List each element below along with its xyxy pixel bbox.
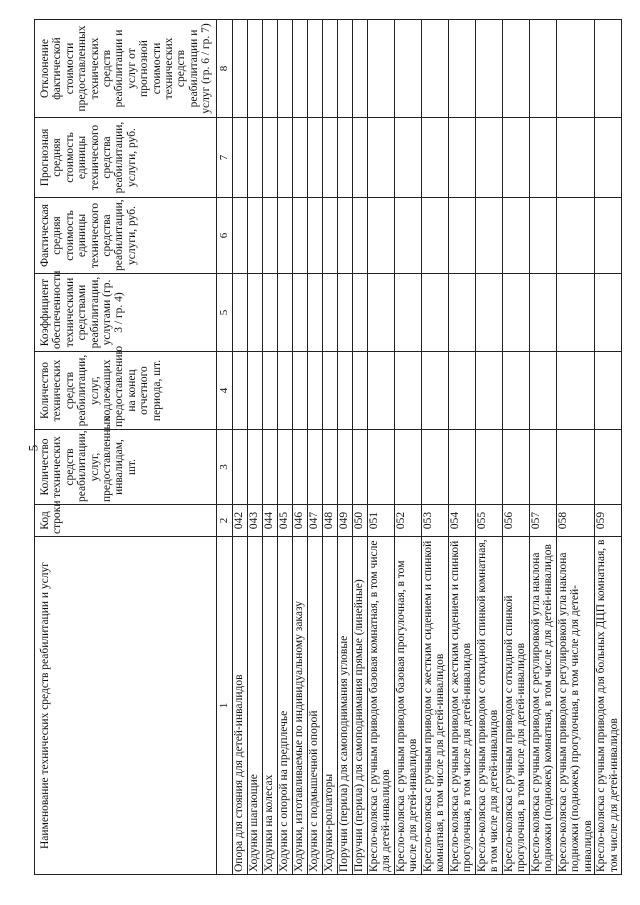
header-coefficient: Коэффициент обеспеченности техническими средствами реабилитации, услугами (гр. 3 / гр. 4) — [35, 274, 217, 352]
value-cell[interactable] — [422, 352, 449, 430]
value-cell[interactable] — [557, 118, 595, 198]
row-code: 053 — [422, 505, 449, 537]
value-cell[interactable] — [503, 118, 530, 198]
value-cell[interactable] — [353, 118, 368, 198]
column-number: 1 — [217, 537, 233, 875]
value-cell[interactable] — [263, 20, 278, 118]
tsr-table — [34, 19, 622, 875]
value-cell[interactable] — [263, 274, 278, 352]
column-number: 5 — [217, 274, 233, 352]
value-cell[interactable] — [503, 352, 530, 430]
value-cell[interactable] — [368, 198, 395, 274]
value-cell[interactable] — [476, 352, 503, 430]
value-cell[interactable] — [293, 198, 308, 274]
value-cell[interactable] — [395, 20, 422, 118]
header-provided: Количество технических средств реабилитации, услуг, предоставленных инвалидам, шт. — [35, 430, 217, 505]
table-row — [595, 20, 622, 875]
row-name: Ходунки-роллаторы — [323, 537, 338, 875]
value-cell[interactable] — [308, 20, 323, 118]
table-row — [476, 20, 503, 875]
row-name: Ходунки с опорой на предплечье — [278, 537, 293, 875]
table-row — [557, 20, 595, 875]
value-cell[interactable] — [595, 118, 622, 198]
row-code: 050 — [353, 505, 368, 537]
header-actual-cost: Фактическая средняя стоимость единицы технического средства реабилитации, услуги, руб. — [35, 198, 217, 274]
value-cell[interactable] — [422, 20, 449, 118]
value-cell[interactable] — [278, 198, 293, 274]
row-name: Поручни (перила) для самоподнимания прямые (линейные) — [353, 537, 368, 875]
table-row — [263, 20, 278, 875]
column-number: 6 — [217, 198, 233, 274]
value-cell[interactable] — [263, 430, 278, 505]
row-code: 042 — [233, 505, 248, 537]
value-cell[interactable] — [353, 430, 368, 505]
value-cell[interactable] — [293, 430, 308, 505]
value-cell[interactable] — [263, 352, 278, 430]
row-name: Кресло-коляска с ручным приводом с откидной спинкой прогулочная, в том числе для детей-инвалидов — [503, 537, 530, 875]
value-cell[interactable] — [395, 274, 422, 352]
value-cell[interactable] — [395, 352, 422, 430]
value-cell[interactable] — [476, 274, 503, 352]
header-row — [35, 20, 217, 875]
value-cell[interactable] — [503, 274, 530, 352]
value-cell[interactable] — [278, 352, 293, 430]
row-name: Кресло-коляска с ручным приводом с откидной спинкой комнатная, в том числе для детей-инвалидов — [476, 537, 503, 875]
value-cell[interactable] — [248, 198, 263, 274]
value-cell[interactable] — [248, 274, 263, 352]
table-row — [368, 20, 395, 875]
value-cell[interactable] — [293, 352, 308, 430]
value-cell[interactable] — [395, 198, 422, 274]
value-cell[interactable] — [557, 20, 595, 118]
page-number: 5 — [25, 444, 41, 452]
table-row — [308, 20, 323, 875]
value-cell[interactable] — [233, 430, 248, 505]
value-cell[interactable] — [323, 352, 338, 430]
row-name: Кресло-коляска с ручным приводом с регулировкой угла наклона подножки (подножек) прогулочная, в том числе для детей-инвалидов — [557, 537, 595, 875]
row-name: Ходунки шагающие — [248, 537, 263, 875]
value-cell[interactable] — [233, 352, 248, 430]
header-forecast-cost: Прогнозная средняя стоимость единицы технического средства реабилитации, услуги, руб. — [35, 118, 217, 198]
value-cell[interactable] — [353, 352, 368, 430]
table-row — [323, 20, 338, 875]
value-cell[interactable] — [595, 430, 622, 505]
column-number-row — [217, 20, 233, 875]
value-cell[interactable] — [353, 274, 368, 352]
value-cell[interactable] — [503, 20, 530, 118]
value-cell[interactable] — [595, 198, 622, 274]
table-row — [293, 20, 308, 875]
row-name: Ходунки, изготавливаемые по индивидуальному заказу — [293, 537, 308, 875]
table-row — [278, 20, 293, 875]
table-body — [233, 20, 622, 875]
value-cell[interactable] — [503, 198, 530, 274]
table-row — [395, 20, 422, 875]
row-code: 055 — [476, 505, 503, 537]
value-cell[interactable] — [368, 430, 395, 505]
table-row — [353, 20, 368, 875]
value-cell[interactable] — [338, 118, 353, 198]
value-cell[interactable] — [323, 20, 338, 118]
value-cell[interactable] — [338, 430, 353, 505]
table-row — [503, 20, 530, 875]
value-cell[interactable] — [422, 198, 449, 274]
header-due: Количество технических средств реабилитации, услуг, подлежащих предоставлению на конец отчетного периода, шт. — [35, 352, 217, 430]
value-cell[interactable] — [323, 118, 338, 198]
value-cell[interactable] — [263, 198, 278, 274]
value-cell[interactable] — [368, 352, 395, 430]
row-name: Поручни (перила) для самоподнимания угловые — [338, 537, 353, 875]
value-cell[interactable] — [449, 274, 476, 352]
column-number: 2 — [217, 505, 233, 537]
header-deviation: Отклонение фактической стоимости предоставленных технических средств реабилитации и услуг от прогнозной стоимости технических средств реабилитации и услуг (гр. 6 / гр. 7) — [35, 20, 217, 118]
row-name: Кресло-коляска с ручным приводом базовая комнатная, в том числе для детей-инвалидов — [368, 537, 395, 875]
row-code: 054 — [449, 505, 476, 537]
value-cell[interactable] — [233, 20, 248, 118]
value-cell[interactable] — [368, 20, 395, 118]
value-cell[interactable] — [248, 20, 263, 118]
value-cell[interactable] — [338, 198, 353, 274]
value-cell[interactable] — [263, 118, 278, 198]
value-cell[interactable] — [338, 274, 353, 352]
value-cell[interactable] — [476, 198, 503, 274]
value-cell[interactable] — [595, 274, 622, 352]
row-name: Кресло-коляска с ручным приводом с жестким сидением и спинкой комнатная, в том числе для детей-инвалидов — [422, 537, 449, 875]
value-cell[interactable] — [353, 20, 368, 118]
value-cell[interactable] — [323, 274, 338, 352]
value-cell[interactable] — [248, 118, 263, 198]
value-cell[interactable] — [368, 118, 395, 198]
value-cell[interactable] — [293, 20, 308, 118]
row-code: 059 — [595, 505, 622, 537]
table-row — [422, 20, 449, 875]
value-cell[interactable] — [449, 118, 476, 198]
row-name: Кресло-коляска с ручным приводом для больных ДЦП комнатная, в том числе для детей-инвалидов — [595, 537, 622, 875]
value-cell[interactable] — [338, 20, 353, 118]
header-name: Наименование технических средств реабилитации и услуг — [35, 537, 217, 875]
row-name: Ходунки на колесах — [263, 537, 278, 875]
value-cell[interactable] — [395, 118, 422, 198]
value-cell[interactable] — [278, 430, 293, 505]
row-name: Кресло-коляска с ручным приводом базовая прогулочная, в том числе для детей-инвалидов — [395, 537, 422, 875]
row-code: 049 — [338, 505, 353, 537]
row-code: 058 — [557, 505, 595, 537]
rotated-table-container — [34, 20, 632, 875]
value-cell[interactable] — [278, 20, 293, 118]
value-cell[interactable] — [557, 352, 595, 430]
value-cell[interactable] — [449, 20, 476, 118]
value-cell[interactable] — [422, 274, 449, 352]
value-cell[interactable] — [278, 118, 293, 198]
value-cell[interactable] — [449, 352, 476, 430]
value-cell[interactable] — [278, 274, 293, 352]
row-code: 048 — [323, 505, 338, 537]
value-cell[interactable] — [368, 274, 395, 352]
value-cell[interactable] — [476, 118, 503, 198]
value-cell[interactable] — [476, 430, 503, 505]
value-cell[interactable] — [595, 352, 622, 430]
value-cell[interactable] — [557, 430, 595, 505]
value-cell[interactable] — [308, 274, 323, 352]
value-cell[interactable] — [395, 430, 422, 505]
row-name: Опора для стояния для детей-инвалидов — [233, 537, 248, 875]
value-cell[interactable] — [338, 352, 353, 430]
value-cell[interactable] — [422, 430, 449, 505]
value-cell[interactable] — [308, 352, 323, 430]
table-row — [338, 20, 353, 875]
column-number: 8 — [217, 20, 233, 118]
row-code: 043 — [248, 505, 263, 537]
row-name: Кресло-коляска с ручным приводом с жестким сидением и спинкой прогулочная, в том числе для детей-инвалидов — [449, 537, 476, 875]
value-cell[interactable] — [308, 430, 323, 505]
row-code: 044 — [263, 505, 278, 537]
value-cell[interactable] — [530, 20, 557, 118]
value-cell[interactable] — [293, 118, 308, 198]
row-code: 057 — [530, 505, 557, 537]
table-row — [248, 20, 263, 875]
value-cell[interactable] — [323, 430, 338, 505]
header-code: Код строки — [35, 505, 217, 537]
value-cell[interactable] — [323, 198, 338, 274]
value-cell[interactable] — [248, 430, 263, 505]
column-number: 3 — [217, 430, 233, 505]
value-cell[interactable] — [308, 198, 323, 274]
value-cell[interactable] — [233, 274, 248, 352]
value-cell[interactable] — [233, 118, 248, 198]
value-cell[interactable] — [595, 20, 622, 118]
value-cell[interactable] — [530, 274, 557, 352]
value-cell[interactable] — [248, 352, 263, 430]
value-cell[interactable] — [530, 352, 557, 430]
value-cell[interactable] — [557, 274, 595, 352]
row-code: 045 — [278, 505, 293, 537]
value-cell[interactable] — [233, 198, 248, 274]
value-cell[interactable] — [530, 198, 557, 274]
column-number: 7 — [217, 118, 233, 198]
row-code: 052 — [395, 505, 422, 537]
value-cell[interactable] — [353, 198, 368, 274]
row-code: 047 — [308, 505, 323, 537]
value-cell[interactable] — [422, 118, 449, 198]
value-cell[interactable] — [449, 198, 476, 274]
row-name: Ходунки с подмышечной опорой — [308, 537, 323, 875]
row-name: Кресло-коляска с ручным приводом с регулировкой угла наклона подножки (подножек) комнатная, в том числе для детей-инвалидов — [530, 537, 557, 875]
value-cell[interactable] — [530, 430, 557, 505]
row-code: 051 — [368, 505, 395, 537]
value-cell[interactable] — [449, 430, 476, 505]
table-row — [530, 20, 557, 875]
value-cell[interactable] — [503, 430, 530, 505]
row-code: 046 — [293, 505, 308, 537]
value-cell[interactable] — [530, 118, 557, 198]
row-code: 056 — [503, 505, 530, 537]
table-row — [233, 20, 248, 875]
column-number: 4 — [217, 352, 233, 430]
value-cell[interactable] — [476, 20, 503, 118]
table-row — [449, 20, 476, 875]
value-cell[interactable] — [293, 274, 308, 352]
value-cell[interactable] — [308, 118, 323, 198]
value-cell[interactable] — [557, 198, 595, 274]
